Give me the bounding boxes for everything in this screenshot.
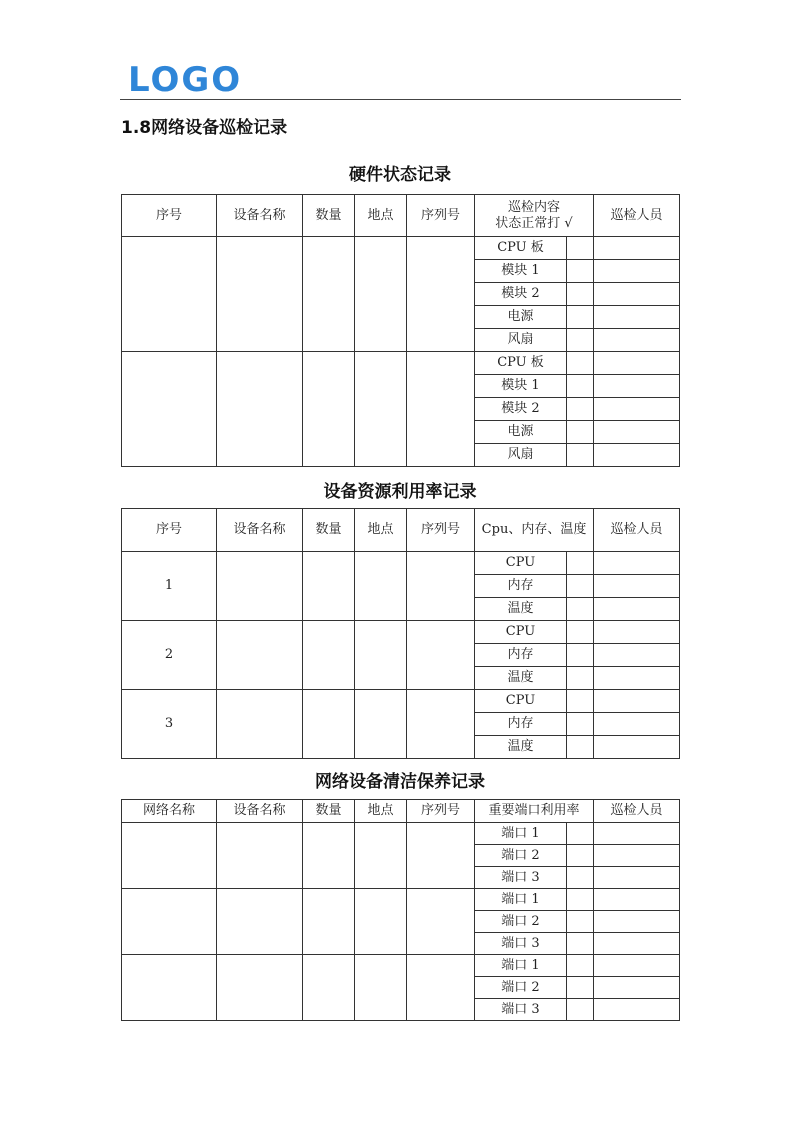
value-cell[interactable] xyxy=(567,552,594,575)
inspector-cell[interactable] xyxy=(594,398,680,421)
table-row xyxy=(122,352,680,375)
header-location: 地点 xyxy=(355,509,407,552)
resource-utilization-table xyxy=(121,508,680,759)
value-cell[interactable] xyxy=(567,690,594,713)
inspector-cell[interactable] xyxy=(594,713,680,736)
value-cell[interactable] xyxy=(567,575,594,598)
value-cell[interactable] xyxy=(567,598,594,621)
item-label: 模块 1 xyxy=(475,260,567,283)
item-label: 内存 xyxy=(475,644,567,667)
item-label: CPU xyxy=(475,690,567,713)
location-cell[interactable] xyxy=(355,621,407,690)
check-cell[interactable] xyxy=(567,260,594,283)
quantity-cell[interactable] xyxy=(303,237,355,352)
header-divider xyxy=(120,99,681,100)
header-quantity: 数量 xyxy=(303,800,355,823)
inspector-cell[interactable] xyxy=(594,552,680,575)
location-cell[interactable] xyxy=(355,352,407,467)
item-label: CPU xyxy=(475,552,567,575)
device-name-cell[interactable] xyxy=(217,352,303,467)
inspector-cell[interactable] xyxy=(594,690,680,713)
inspector-cell[interactable] xyxy=(594,889,680,911)
item-label: 风扇 xyxy=(475,444,567,467)
check-cell[interactable] xyxy=(567,375,594,398)
serial-cell[interactable] xyxy=(407,955,475,1021)
table-row xyxy=(122,955,680,977)
serial-cell[interactable] xyxy=(407,823,475,889)
index-cell[interactable] xyxy=(122,237,217,352)
inspector-cell[interactable] xyxy=(594,867,680,889)
value-cell[interactable] xyxy=(567,911,594,933)
value-cell[interactable] xyxy=(567,845,594,867)
index-cell[interactable] xyxy=(122,352,217,467)
table-row xyxy=(122,237,680,260)
location-cell[interactable] xyxy=(355,237,407,352)
location-cell[interactable] xyxy=(355,690,407,759)
header-index: 序号 xyxy=(122,509,217,552)
inspector-cell[interactable] xyxy=(594,736,680,759)
item-label: 端口 2 xyxy=(475,845,567,867)
location-cell[interactable] xyxy=(355,552,407,621)
header-serial: 序列号 xyxy=(407,195,475,237)
inspector-cell[interactable] xyxy=(594,977,680,999)
item-label: 温度 xyxy=(475,598,567,621)
value-cell[interactable] xyxy=(567,644,594,667)
index-cell: 3 xyxy=(122,690,217,759)
item-label: 模块 1 xyxy=(475,375,567,398)
inspector-cell[interactable] xyxy=(594,444,680,467)
value-cell[interactable] xyxy=(567,621,594,644)
check-cell[interactable] xyxy=(567,398,594,421)
table-header-row xyxy=(122,800,680,823)
header-serial: 序列号 xyxy=(407,800,475,823)
serial-cell[interactable] xyxy=(407,690,475,759)
value-cell[interactable] xyxy=(567,713,594,736)
location-cell[interactable] xyxy=(355,955,407,1021)
serial-cell[interactable] xyxy=(407,237,475,352)
value-cell[interactable] xyxy=(567,736,594,759)
header-inspection-content xyxy=(475,195,594,237)
device-name-cell[interactable] xyxy=(217,621,303,690)
header-inspection-line1: 巡检内容 xyxy=(508,199,561,215)
header-cpu-memory-temp: Cpu、内存、温度 xyxy=(475,509,594,552)
hardware-status-table xyxy=(121,194,680,467)
item-label: 端口 3 xyxy=(475,999,567,1021)
item-label: 内存 xyxy=(475,713,567,736)
value-cell[interactable] xyxy=(567,667,594,690)
table-header-row xyxy=(122,509,680,552)
item-label: 温度 xyxy=(475,736,567,759)
index-cell: 2 xyxy=(122,621,217,690)
inspector-cell[interactable] xyxy=(594,845,680,867)
inspector-cell[interactable] xyxy=(594,260,680,283)
item-label: 端口 3 xyxy=(475,867,567,889)
inspector-cell[interactable] xyxy=(594,955,680,977)
header-index: 序号 xyxy=(122,195,217,237)
header-inspector: 巡检人员 xyxy=(594,195,680,237)
header-inspection-line2: 状态正常打 √ xyxy=(495,215,573,231)
check-cell[interactable] xyxy=(567,444,594,467)
inspector-cell[interactable] xyxy=(594,352,680,375)
item-label: 端口 1 xyxy=(475,955,567,977)
quantity-cell[interactable] xyxy=(303,352,355,467)
item-label: 端口 2 xyxy=(475,977,567,999)
value-cell[interactable] xyxy=(567,955,594,977)
check-cell[interactable] xyxy=(567,306,594,329)
check-cell[interactable] xyxy=(567,237,594,260)
inspector-cell[interactable] xyxy=(594,329,680,352)
quantity-cell[interactable] xyxy=(303,621,355,690)
inspector-cell[interactable] xyxy=(594,823,680,845)
device-name-cell[interactable] xyxy=(217,690,303,759)
index-cell: 1 xyxy=(122,552,217,621)
item-label: 模块 2 xyxy=(475,283,567,306)
inspector-cell[interactable] xyxy=(594,667,680,690)
inspector-cell[interactable] xyxy=(594,575,680,598)
header-device-name: 设备名称 xyxy=(217,800,303,823)
quantity-cell[interactable] xyxy=(303,552,355,621)
header-inspector: 巡检人员 xyxy=(594,800,680,823)
inspector-cell[interactable] xyxy=(594,999,680,1021)
check-cell[interactable] xyxy=(567,283,594,306)
section-heading: 1.8网络设备巡检记录 xyxy=(121,118,288,138)
device-name-cell[interactable] xyxy=(217,955,303,1021)
inspector-cell[interactable] xyxy=(594,421,680,444)
serial-cell[interactable] xyxy=(407,552,475,621)
inspector-cell[interactable] xyxy=(594,911,680,933)
table-row xyxy=(122,552,680,575)
header-device-name: 设备名称 xyxy=(217,195,303,237)
header-quantity: 数量 xyxy=(303,509,355,552)
serial-cell[interactable] xyxy=(407,621,475,690)
serial-cell[interactable] xyxy=(407,889,475,955)
device-name-cell[interactable] xyxy=(217,889,303,955)
location-cell[interactable] xyxy=(355,823,407,889)
item-label: CPU 板 xyxy=(475,237,567,260)
item-label: 内存 xyxy=(475,575,567,598)
header-inspector: 巡检人员 xyxy=(594,509,680,552)
item-label: CPU xyxy=(475,621,567,644)
inspector-cell[interactable] xyxy=(594,933,680,955)
value-cell[interactable] xyxy=(567,867,594,889)
table-row xyxy=(122,621,680,644)
inspector-cell[interactable] xyxy=(594,644,680,667)
value-cell[interactable] xyxy=(567,933,594,955)
item-label: 端口 2 xyxy=(475,911,567,933)
inspector-cell[interactable] xyxy=(594,237,680,260)
table-row xyxy=(122,889,680,911)
inspector-cell[interactable] xyxy=(594,306,680,329)
table-row xyxy=(122,690,680,713)
item-label: 温度 xyxy=(475,667,567,690)
item-label: 模块 2 xyxy=(475,398,567,421)
inspector-cell[interactable] xyxy=(594,375,680,398)
item-label: 风扇 xyxy=(475,329,567,352)
cleaning-maintenance-table xyxy=(121,799,680,1021)
value-cell[interactable] xyxy=(567,999,594,1021)
logo: LOGO xyxy=(128,60,243,100)
check-cell[interactable] xyxy=(567,421,594,444)
quantity-cell[interactable] xyxy=(303,823,355,889)
header-quantity: 数量 xyxy=(303,195,355,237)
network-name-cell[interactable] xyxy=(122,889,217,955)
table1-title: 硬件状态记录 xyxy=(349,165,451,185)
table2-title: 设备资源利用率记录 xyxy=(323,482,477,502)
network-name-cell[interactable] xyxy=(122,823,217,889)
item-label: 端口 3 xyxy=(475,933,567,955)
table-row xyxy=(122,823,680,845)
header-network-name: 网络名称 xyxy=(122,800,217,823)
header-serial: 序列号 xyxy=(407,509,475,552)
value-cell[interactable] xyxy=(567,823,594,845)
quantity-cell[interactable] xyxy=(303,955,355,1021)
device-name-cell[interactable] xyxy=(217,552,303,621)
inspector-cell[interactable] xyxy=(594,598,680,621)
table-header-row xyxy=(122,195,680,237)
item-label: 端口 1 xyxy=(475,823,567,845)
value-cell[interactable] xyxy=(567,889,594,911)
quantity-cell[interactable] xyxy=(303,690,355,759)
location-cell[interactable] xyxy=(355,889,407,955)
item-label: 电源 xyxy=(475,306,567,329)
header-device-name: 设备名称 xyxy=(217,509,303,552)
item-label: 端口 1 xyxy=(475,889,567,911)
item-label: CPU 板 xyxy=(475,352,567,375)
check-cell[interactable] xyxy=(567,352,594,375)
inspector-cell[interactable] xyxy=(594,283,680,306)
check-cell[interactable] xyxy=(567,329,594,352)
value-cell[interactable] xyxy=(567,977,594,999)
header-location: 地点 xyxy=(355,800,407,823)
device-name-cell[interactable] xyxy=(217,237,303,352)
table3-title: 网络设备清洁保养记录 xyxy=(315,772,485,792)
serial-cell[interactable] xyxy=(407,352,475,467)
device-name-cell[interactable] xyxy=(217,823,303,889)
header-port-utilization: 重要端口利用率 xyxy=(475,800,594,823)
inspector-cell[interactable] xyxy=(594,621,680,644)
item-label: 电源 xyxy=(475,421,567,444)
header-location: 地点 xyxy=(355,195,407,237)
network-name-cell[interactable] xyxy=(122,955,217,1021)
quantity-cell[interactable] xyxy=(303,889,355,955)
